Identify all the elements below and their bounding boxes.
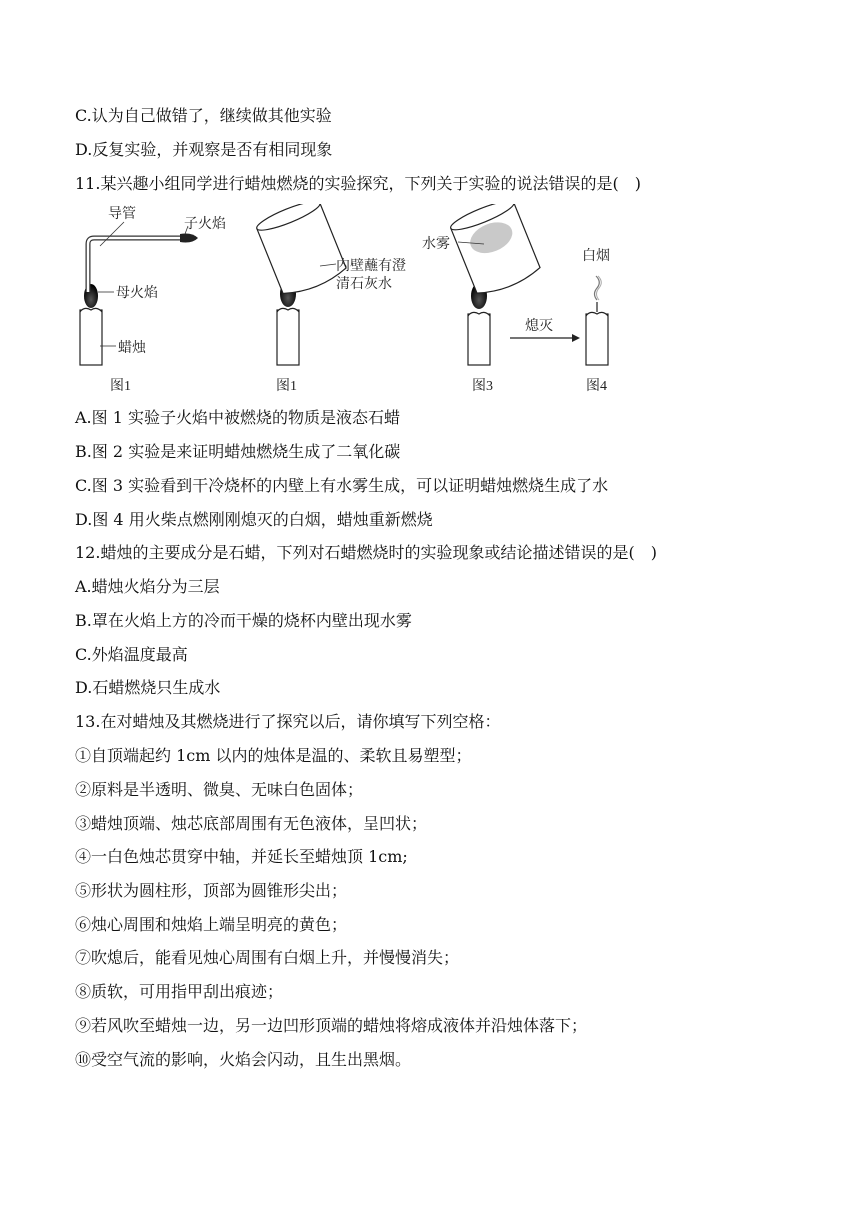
figure-1 <box>80 206 226 394</box>
label-child-flame: 子火焰 <box>184 216 226 232</box>
option-11a: A.图 1 实验子火焰中被燃烧的物质是液态石蜡 <box>75 408 400 427</box>
label-mother-flame: 母火焰 <box>116 285 158 301</box>
question-12-stem: 12.蜡烛的主要成分是石蜡，下列对石蜡燃烧时的实验现象或结论描述错误的是( ) <box>75 543 657 562</box>
option-12a: A.蜡烛火焰分为三层 <box>75 577 220 596</box>
child-flame-icon <box>180 234 198 243</box>
candle-experiment-figure <box>70 204 670 400</box>
item-3: ③蜡烛顶端、烛芯底部周围有无色液体，呈凹状； <box>75 814 428 833</box>
item-2: ②原料是半透明、微臭、无味白色固体； <box>75 780 364 799</box>
label-tube: 导管 <box>108 206 136 222</box>
item-7: ⑦吹熄后，能看见烛心周围有白烟上升，并慢慢消失； <box>75 948 460 967</box>
candle-4 <box>586 314 608 365</box>
option-12c: C.外焰温度最高 <box>75 645 188 664</box>
candle-2 <box>277 310 299 365</box>
item-1: ①自顶端起约 1cm 以内的烛体是温的、柔软且易塑型； <box>75 746 472 765</box>
item-5: ⑤形状为圆柱形，顶部为圆锥形尖出； <box>75 881 348 900</box>
option-11c: C.图 3 实验看到干冷烧杯的内壁上有水雾生成，可以证明蜡烛燃烧生成了水 <box>75 476 609 495</box>
caption-4: 图4 <box>586 379 607 394</box>
tube <box>88 238 180 292</box>
label-limewater-2: 清石灰水 <box>336 276 392 292</box>
figure-4 <box>582 247 610 394</box>
beaker-3 <box>448 204 542 299</box>
caption-2: 图1 <box>276 379 297 394</box>
label-water-mist: 水雾 <box>422 236 450 252</box>
option-12d: D.石蜡燃烧只生成水 <box>75 678 221 697</box>
question-11-stem: 11.某兴趣小组同学进行蜡烛燃烧的实验探究，下列关于实验的说法错误的是( ) <box>75 174 641 193</box>
label-candle: 蜡烛 <box>118 340 146 356</box>
candle-3 <box>468 314 490 365</box>
label-limewater-1: 内壁蘸有澄 <box>336 258 406 274</box>
caption-3: 图3 <box>472 379 493 394</box>
caption-1: 图1 <box>110 379 131 394</box>
option-c-line: C.认为自己做错了，继续做其他实验 <box>75 106 332 125</box>
item-6: ⑥烛心周围和烛焰上端呈明亮的黄色； <box>75 915 348 934</box>
label-extinguish: 熄灭 <box>525 318 553 334</box>
question-13-stem: 13.在对蜡烛及其燃烧进行了探究以后，请你填写下列空格： <box>75 712 501 731</box>
option-d-line: D.反复实验，并观察是否有相同现象 <box>75 140 333 159</box>
beaker-2 <box>254 204 348 299</box>
option-11b: B.图 2 实验是来证明蜡烛燃烧生成了二氧化碳 <box>75 442 401 461</box>
figure-3 <box>422 204 580 394</box>
candle-1 <box>80 310 102 365</box>
option-12b: B.罩在火焰上方的冷而干燥的烧杯内壁出现水雾 <box>75 611 412 630</box>
option-11d: D.图 4 用火柴点燃刚刚熄灭的白烟，蜡烛重新燃烧 <box>75 510 433 529</box>
label-white-smoke: 白烟 <box>582 248 610 264</box>
item-8: ⑧质软，可用指甲刮出痕迹； <box>75 982 284 1001</box>
item-4: ④一白色烛芯贯穿中轴，并延长至蜡烛顶 1cm; <box>75 847 408 866</box>
item-9: ⑨若风吹至蜡烛一边，另一边凹形顶端的蜡烛将熔成液体并沿烛体落下； <box>75 1016 588 1035</box>
item-10: ⑩受空气流的影响，火焰会闪动，且生出黑烟。 <box>75 1050 412 1069</box>
figure-2 <box>254 204 406 394</box>
